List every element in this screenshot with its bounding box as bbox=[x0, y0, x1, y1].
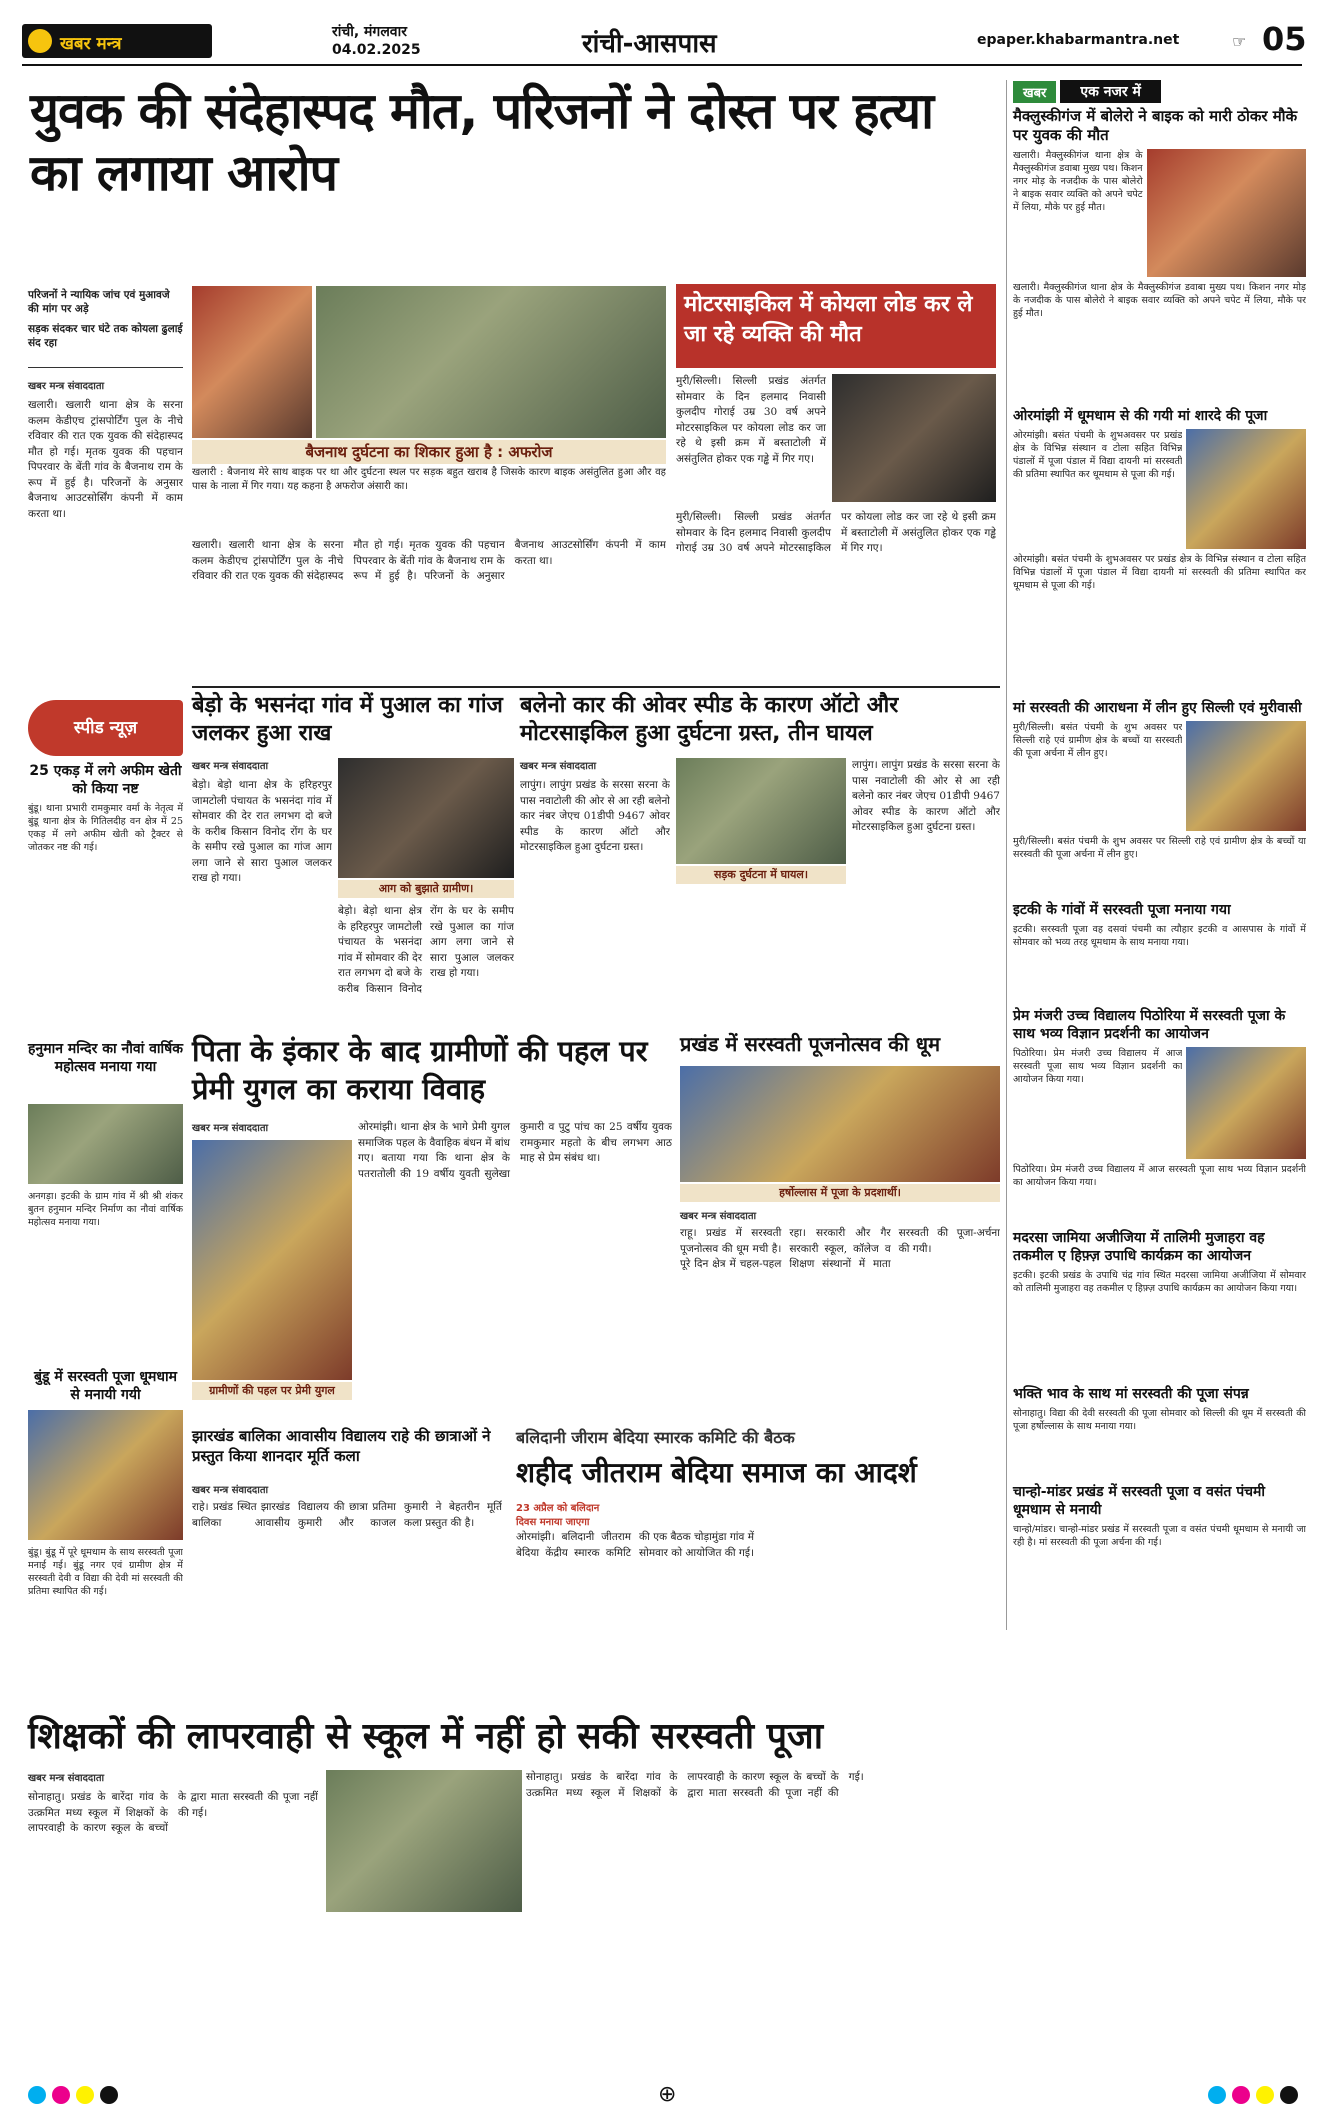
jeeram-body: ओरमांझी। बलिदानी जीतराम बेदिया केंद्रीय स्मारक कमिटि की एक बैठक चोड़ामुंडा गांव में सोमवार को आयोजित की गई। bbox=[516, 1531, 754, 1559]
jeeram-headline: शहीद जीतराम बेदिया समाज का आदर्श bbox=[516, 1456, 917, 1489]
nazar-h2: ओरमांझी में धूमधाम से की गयी मां शारदे की पूजा bbox=[1013, 408, 1268, 424]
school-body: सोनाहातु। प्रखंड के बारेंदा गांव के उत्क्रमित मध्य स्कूल में शिक्षकों के लापरवाही के कारण स्कूल के बच्चों के द्वारा माता सरस्वती की पूजा नहीं की गई। bbox=[28, 1791, 318, 1834]
nazar-t2-cont: ओरमांझी। बसंत पंचमी के शुभअवसर पर प्रखंड क्षेत्र के विभिन्न संस्थान व टोला सहित विभिन्न पंडालों में पूजा पंडाल में विद्या दायनी मां सरस्वती की प्रतिमा स्थापित कर धूमधाम से पूजा की गई। bbox=[1013, 554, 1306, 591]
coal-body-cont: मुरी/सिल्ली। सिल्ली प्रखंड अंतर्गत सोमवार के दिन हलमाद निवासी कुलदीप गोराई उम्र 30 वर्ष अपने मोटरसाइकिल पर कोयला लोड कर जा रहे थे इसी क्रम में बस्ताटोली में असंतुलित होकर एक गड्ढे में गिर गए। bbox=[676, 511, 996, 554]
school-body-cont: सोनाहातु। प्रखंड के बारेंदा गांव के उत्क्रमित मध्य स्कूल में शिक्षकों के लापरवाही के कारण स्कूल के बच्चों के द्वारा माता सरस्वती की पूजा नहीं की गई। bbox=[526, 1771, 864, 1799]
speed-t1: बुंडू। थाना प्रभारी रामकुमार वर्मा के नेतृत्व में बुंडू थाना क्षेत्र के गितिलदीह वन क्षेत्र में 25 एकड़ में लगे अफीम खेती को ट्रैक्टर से जोतकर नष्ट की गई। bbox=[28, 803, 183, 853]
jeeram-kicker: बलिदानी जीराम बेदिया स्मारक कमिटि की बैठक bbox=[516, 1428, 795, 1447]
color-swatch bbox=[100, 2086, 118, 2104]
lead-photo-caption: बैजनाथ दुर्घटना का शिकार हुआ है : अफरोज bbox=[192, 440, 666, 464]
brand-logo bbox=[22, 24, 212, 58]
puja-photo-caption: हर्षोल्लास में पूजा के प्रदशार्थी। bbox=[680, 1184, 1000, 1202]
nazar-t1-cont: खलारी। मैक्लुस्कीगंज थाना क्षेत्र के मैक्लुस्कीगंज डवाबा मुख्य पथ। किशन नगर मोड़ के नजदीक के पास बोलेरो ने बाइक सवार व्यक्ति को अपने चपेट में लिया, मौके पर हुई मौत। bbox=[1013, 282, 1306, 319]
nazar-h8: चान्हो-मांडर प्रखंड में सरस्वती पूजा व वसंत पंचमी धूमधाम से मनायी bbox=[1013, 1484, 1266, 1518]
color-swatch bbox=[1256, 2086, 1274, 2104]
puja-byline: खबर मन्त्र संवाददाता bbox=[680, 1211, 757, 1222]
cursor-icon: ☞ bbox=[1232, 32, 1247, 51]
print-registration-bar bbox=[28, 2082, 1308, 2108]
speed-t3: बुंडू। बुंडू में पूरे धूमधाम के साथ सरस्वती पूजा मनाई गई। बुंडू नगर एवं ग्रामीण क्षेत्र में सरस्वती देवी व विद्या की देवी मां सरस्वती की प्रतिमा स्थापित की गई। bbox=[28, 1547, 183, 1597]
school-byline: खबर मन्त्र संवाददाता bbox=[28, 1773, 105, 1784]
nazar-h3: मां सरस्वती की आराधना में लीन हुए सिल्ली एवं मुरीवासी bbox=[1013, 700, 1302, 716]
color-swatch bbox=[28, 2086, 46, 2104]
nazar-h4: इटकी के गांवों में सरस्वती पूजा मनाया गया bbox=[1013, 902, 1231, 918]
section-divider bbox=[192, 686, 1000, 688]
speed-h2: हनुमान मन्दिर का नौवां वार्षिक महोत्सव मनाया गया bbox=[28, 1041, 184, 1075]
fire-photo-caption: आग को बुझाते ग्रामीण। bbox=[338, 880, 514, 898]
speed-h3: बुंडू में सरस्वती पूजा धूमधाम से मनायी गयी bbox=[34, 1369, 177, 1403]
lead-body-cont: खलारी। खलारी थाना क्षेत्र के सरना कलम केडीएच ट्रांसपोर्टिंग पुल के नीचे रविवार की रात एक युवक की संदेहास्पद मौत हो गई। मृतक युवक की पहचान पिपरवार के बेंती गांव के बैजनाथ राम के रूप में हुई है। परिजनों के अनुसार बैजनाथ आउटसोर्सिंग कंपनी में काम करता था। bbox=[192, 539, 666, 582]
puja-body: राहू। प्रखंड में सरस्वती पूजनोत्सव की धूम मची है। पूरे दिन क्षेत्र में चहल-पहल रहा। सरकारी और गैर सरकारी स्कूल, कॉलेज व शिक्षण संस्थानों में माता सरस्वती की पूजा-अर्चना की गयी। bbox=[680, 1227, 1000, 1270]
lead-bullet: सड़क संदकर चार घंटे तक कोयला ढुलाई संद रहा bbox=[28, 323, 183, 349]
ek-nazar-column bbox=[1006, 80, 1306, 1630]
puja-photo bbox=[680, 1066, 1000, 1182]
wedding-headline: पिता के इंकार के बाद ग्रामीणों की पहल पर प्रेमी युगल का कराया विवाह bbox=[192, 1034, 648, 1106]
nazar-t3-cont: मुरी/सिल्ली। बसंत पंचमी के शुभ अवसर पर सिल्ली राहे एवं ग्रामीण क्षेत्र के बच्चों या सरस्वती की पूजा अर्चना में लीन हुए। bbox=[1013, 836, 1306, 860]
accident-photo bbox=[676, 758, 846, 864]
nazar-t3: मुरी/सिल्ली। बसंत पंचमी के शुभ अवसर पर सिल्ली राहे एवं ग्रामीण क्षेत्र के बच्चों या सरस्वती की पूजा अर्चना में लीन हुए। bbox=[1013, 722, 1183, 759]
idol-body: राहे। प्रखंड स्थित झारखंड बालिका आवासीय विद्यालय की छात्रा प्रतिमा कुमारी और काजल कुमारी ने बेहतरीन मूर्ति कला प्रस्तुत की है। bbox=[192, 1501, 502, 1529]
fire-byline: खबर मन्त्र संवाददाता bbox=[192, 761, 269, 772]
issue-date: 04.02.2025 bbox=[332, 42, 421, 58]
lead-byline: खबर मन्त्र संवाददाता bbox=[28, 381, 105, 392]
fire-photo bbox=[338, 758, 514, 878]
lead-bullets bbox=[28, 288, 183, 368]
accident-headline: बलेनो कार की ओवर स्पीड के कारण ऑटो और मोटरसाइकिल हुआ दुर्घटना ग्रस्त, तीन घायल bbox=[520, 693, 899, 746]
color-swatch bbox=[52, 2086, 70, 2104]
speed-t2: अनगड़ा। इटकी के ग्राम गांव में श्री श्री शंकर बुतन हनुमान मन्दिर निर्माण का नौवां वार्षिक महोत्सव मनाया गया। bbox=[28, 1191, 183, 1228]
nazar-t4: इटकी। सरस्वती पूजा वह दसवां पंचमी का त्यौहार इटकी व आसपास के गांवों में सोमवार को भव्य तरह धूमधाम के साथ मनाया गया। bbox=[1013, 924, 1306, 948]
nazar-t7: सोनाहातु। विद्या की देवी सरस्वती की पूजा सोमवार को सिल्ली की धूम में सरस्वती की पूजा हर्षोल्लास के साथ मनाया गया। bbox=[1013, 1408, 1306, 1432]
victim-photo bbox=[192, 286, 312, 438]
coal-photo bbox=[832, 374, 996, 502]
school-photo bbox=[326, 1770, 522, 1912]
nazar-puja-photo bbox=[1186, 429, 1306, 549]
nazar-t5: पिठोरिया। प्रेम मंजरी उच्च विद्यालय में आज सरस्वती पूजा साथ भव्य विज्ञान प्रदर्शनी का आयोजन किया गया। bbox=[1013, 1048, 1183, 1085]
masthead bbox=[22, 20, 1307, 66]
accident-body: लापुंग। लापुंग प्रखंड के सरसा सरना के पास नवाटोली की ओर से आ रही बलेनो कार नंबर जेएच 01डीपी 9467 ओवर स्पीड के कारण ऑटो और मोटरसाइकिल हुआ दुर्घटना ग्रस्त। bbox=[520, 779, 670, 853]
coal-body: मुरी/सिल्ली। सिल्ली प्रखंड अंतर्गत सोमवार के दिन हलमाद निवासी कुलदीप गोराई उम्र 30 वर्ष अपने मोटरसाइकिल पर कोयला लोड कर जा रहे थे इसी क्रम में बस्ताटोली में असंतुलित होकर एक गड्ढे में गिर गए। bbox=[676, 375, 826, 465]
nazar-t8: चान्हो/मांडर। चान्हो-मांडर प्रखंड में सरस्वती पूजा व वसंत पंचमी धूमधाम से मनायी जा रही है। मां सरस्वती की पूजा अर्चना की गई। bbox=[1013, 1524, 1306, 1548]
wedding-photo-caption: ग्रामीणों की पहल पर प्रेमी युगल bbox=[192, 1382, 352, 1400]
registration-mark-icon: ⊕ bbox=[658, 2082, 677, 2107]
school-headline: शिक्षकों की लापरवाही से स्कूल में नहीं हो सकी सरस्वती पूजा bbox=[28, 1716, 824, 1757]
color-swatch bbox=[1232, 2086, 1250, 2104]
accident-byline: खबर मन्त्र संवाददाता bbox=[520, 761, 597, 772]
fire-body-cont: बेड़ो। बेड़ो थाना क्षेत्र के हरिहरपुर जामटोली पंचायत के भसनंदा गांव में सोमवार की देर रात लगभग दो बजे के करीब किसान विनोद रोंग के घर के समीप रखे पुआल का गांज आग लगा जाने से सारा पुआल जलकर राख हो गया। bbox=[338, 905, 514, 995]
speed-news-label: स्पीड न्यूज़ bbox=[73, 718, 138, 738]
jeeram-bullet: 23 अप्रैल को बलिदान दिवस मनाया जाएगा bbox=[516, 1503, 600, 1528]
lead-headline: युवक की संदेहास्पद मौत, परिजनों ने दोस्त पर हत्या का लगाया आरोप bbox=[30, 82, 934, 202]
city-date: रांची, मंगलवार bbox=[332, 24, 407, 40]
nazar-silli-photo bbox=[1186, 721, 1306, 831]
nazar-t5-cont: पिठोरिया। प्रेम मंजरी उच्च विद्यालय में आज सरस्वती पूजा साथ भव्य विज्ञान प्रदर्शनी का आयोजन किया गया। bbox=[1013, 1164, 1306, 1188]
accident-body-cont: लापुंग। लापुंग प्रखंड के सरसा सरना के पास नवाटोली की ओर से आ रही बलेनो कार नंबर जेएच 01डीपी 9467 ओवर स्पीड के कारण ऑटो और मोटरसाइकिल हुआ दुर्घटना ग्रस्त। bbox=[852, 759, 1000, 833]
nazar-science-photo bbox=[1186, 1047, 1306, 1159]
wedding-photo bbox=[192, 1140, 352, 1380]
page-number: 05 bbox=[1262, 20, 1307, 58]
wedding-byline: खबर मन्त्र संवाददाता bbox=[192, 1123, 269, 1134]
lead-caption-body: खलारी : बैजनाथ मेरे साथ बाइक पर था और दुर्घटना स्थल पर सड़क बहुत खराब है जिसके कारण बाइक असंतुलित हुआ और वह पास के नाला में गिर गया। यह कहना है अफरोज अंसारी का। bbox=[192, 467, 666, 492]
fire-headline: बेड़ो के भसनंदा गांव में पुआल का गांज जलकर हुआ राख bbox=[192, 693, 503, 746]
speed-news-badge bbox=[28, 700, 183, 756]
accident-photo-caption: सड़क दुर्घटना में घायल। bbox=[676, 866, 846, 884]
nazar-h6: मदरसा जामिया अजीजिया में तालिमी मुजाहरा वह तकमील ए हिफ़्ज़ उपाधि कार्यक्रम का आयोजन bbox=[1013, 1230, 1265, 1264]
color-swatch bbox=[1280, 2086, 1298, 2104]
lead-body: खलारी। खलारी थाना क्षेत्र के सरना कलम केडीएच ट्रांसपोर्टिंग पुल के नीचे रविवार की रात एक युवक की संदेहास्पद मौत हो गई। मृतक युवक की पहचान पिपरवार के बेंती गांव के बैजनाथ राम के रूप में हुई है। परिजनों के अनुसार बैजनाथ आउटसोर्सिंग कंपनी में काम करता था। bbox=[28, 399, 183, 520]
color-swatch bbox=[1208, 2086, 1226, 2104]
lead-bullet: परिजनों ने न्यायिक जांच एवं मुआवजे की मांग पर अड़े bbox=[28, 289, 170, 315]
nazar-h7: भक्ति भाव के साथ मां सरस्वती की पूजा संपन्न bbox=[1013, 1386, 1249, 1402]
puja-headline: प्रखंड में सरस्वती पूजनोत्सव की धूम bbox=[680, 1032, 941, 1056]
logo-mark-icon bbox=[28, 29, 52, 53]
brand-name: खबर मन्त्र bbox=[60, 34, 122, 54]
fire-body: बेड़ो। बेड़ो थाना क्षेत्र के हरिहरपुर जामटोली पंचायत के भसनंदा गांव में सोमवार की देर रात लगभग दो बजे के करीब किसान विनोद रोंग के घर के समीप रखे पुआल का गांज आग लगा जाने से सारा पुआल जलकर राख हो गया। bbox=[192, 779, 332, 884]
nazar-h1: मैक्लुस्कीगंज में बोलेरो ने बाइक को मारी ठोकर मौके पर युवक की मौत bbox=[1013, 107, 1298, 144]
nazar-t2: ओरमांझी। बसंत पंचमी के शुभअवसर पर प्रखंड क्षेत्र के विभिन्न संस्थान व टोला सहित विभिन्न पंडालों में पूजा पंडाल में विद्या दायनी मां सरस्वती की प्रतिमा स्थापित कर धूमधाम से पूजा की गई। bbox=[1013, 430, 1183, 480]
nazar-h5: प्रेम मंजरी उच्च विद्यालय पिठोरिया में सरस्वती पूजा के साथ भव्य विज्ञान प्रदर्शनी का आयोजन bbox=[1013, 1008, 1286, 1042]
wedding-body: ओरमांझी। थाना क्षेत्र के भागे प्रेमी युगल समाजिक पहल के वैवाहिक बंधन में बांध गए। बताया गया कि थाना क्षेत्र के पतरातोली की 19 वर्षीय युवती सुलेखा कुमारी व पुटु पांच का 25 वर्षीय युवक रामकुमार महतो के बीच लगभग आठ माह से प्रेम संबंध था। bbox=[358, 1121, 672, 1180]
nazar-t6: इटकी। इटकी प्रखंड के उपाधि चंद्र गांव स्थित मदरसा जामिया अजीजिया में सोमवार को तालिमी मुजाहरा वह तकमील ए हिफ़्ज़ उपाधि कार्यक्रम का आयोजन किया गया। bbox=[1013, 1270, 1306, 1294]
color-swatch bbox=[76, 2086, 94, 2104]
idol-byline: खबर मन्त्र संवाददाता bbox=[192, 1485, 269, 1496]
nazar-accident-photo bbox=[1147, 149, 1306, 277]
temple-photo bbox=[28, 1104, 183, 1184]
crowd-photo bbox=[316, 286, 666, 438]
coal-headline-box bbox=[676, 284, 996, 368]
idol-headline: झारखंड बालिका आवासीय विद्यालय राहे की छात्राओं ने प्रस्तुत किया शानदार मूर्ति कला bbox=[192, 1427, 491, 1465]
nazar-t1: खलारी। मैक्लुस्कीगंज थाना क्षेत्र के मैक्लुस्कीगंज डवाबा मुख्य पथ। किशन नगर मोड़ के नजदीक के पास बोलेरो ने बाइक सवार व्यक्ति को अपने चपेट में लिया, मौके पर हुई मौत। bbox=[1013, 150, 1143, 213]
speed-h1: 25 एकड़ में लगे अफीम खेती को किया नष्ट bbox=[29, 763, 182, 797]
coal-headline: मोटरसाइकिल में कोयला लोड कर ले जा रहे व्यक्ति की मौत bbox=[684, 292, 973, 347]
ek-nazar-tag: खबर bbox=[1013, 81, 1056, 103]
section-title: रांची-आसपास bbox=[582, 29, 717, 59]
site-url[interactable]: epaper.khabarmantra.net bbox=[977, 32, 1180, 48]
ek-nazar-title: एक नजर में bbox=[1060, 80, 1161, 103]
bundu-puja-photo bbox=[28, 1410, 183, 1540]
